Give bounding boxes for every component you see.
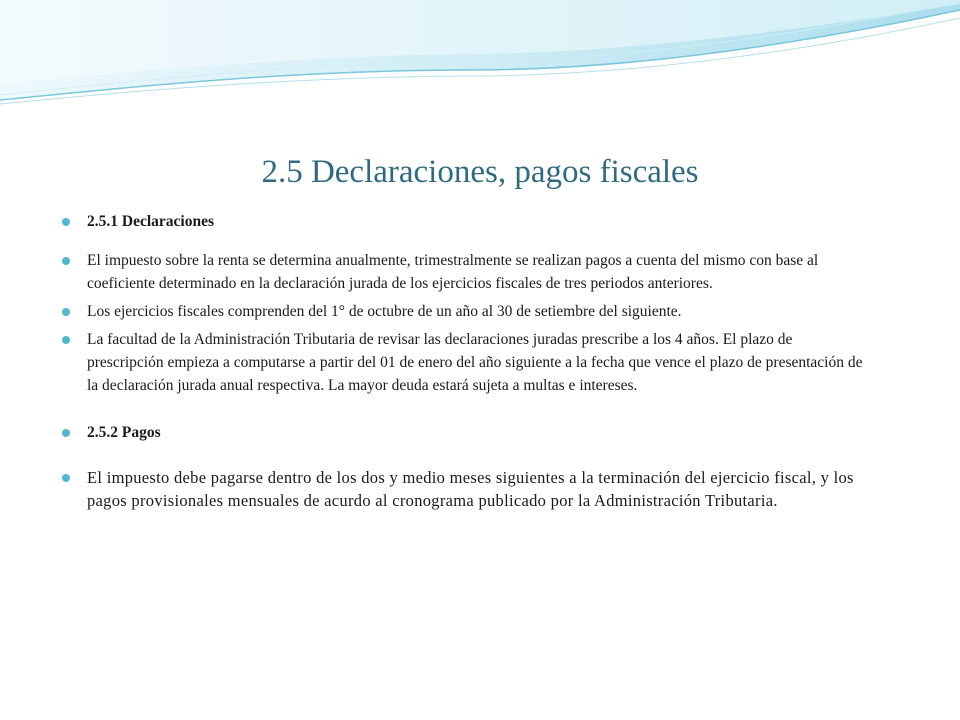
bullet-text: 2.5.1 Declaraciones [87, 213, 214, 230]
list-item [62, 328, 872, 397]
bullet-text: La facultad de la Administración Tributaria de revisar las declaraciones juradas prescribe a los 4 años. El plazo de prescripción empieza a computarse a partir del 01 de enero del año siguiente a la fecha que vence el plazo de presentación de la declaración jurada anual respectiva. La mayor deuda estará sujeta a multas e intereses. [87, 331, 863, 394]
slide-title: 2.5 Declaraciones, pagos fiscales [261, 154, 699, 190]
bullet-dot-icon [62, 336, 70, 344]
bullet-dot-icon [62, 474, 70, 482]
bullet-text: Los ejercicios fiscales comprenden del 1° de octubre de un año al 30 de setiembre del siguiente. [87, 303, 682, 320]
bullet-text: 2.5.2 Pagos [87, 424, 161, 441]
bullet-text: El impuesto sobre la renta se determina anualmente, trimestralmente se realizan pagos a cuenta del mismo con base al coeficiente determinado en la declaración jurada de los ejercicios fiscales de tres periodos anteriores. [87, 252, 819, 292]
bullet-dot-icon [62, 218, 70, 226]
bullet-text: El impuesto debe pagarse dentro de los dos y medio meses siguientes a la terminación del ejercicio fiscal, y los pagos provisionales mensuales de acurdo al cronograma publicado por la Administración Tributaria. [87, 468, 854, 510]
list-item [62, 249, 872, 295]
list-item [62, 421, 872, 444]
header-wave-decoration [0, 0, 960, 110]
bullet-dot-icon [62, 257, 70, 265]
list-item [62, 300, 872, 323]
bullet-dot-icon [62, 429, 70, 437]
list-item [62, 210, 872, 233]
bullet-dot-icon [62, 308, 70, 316]
list-item [62, 466, 872, 512]
bullet-list [62, 210, 872, 512]
